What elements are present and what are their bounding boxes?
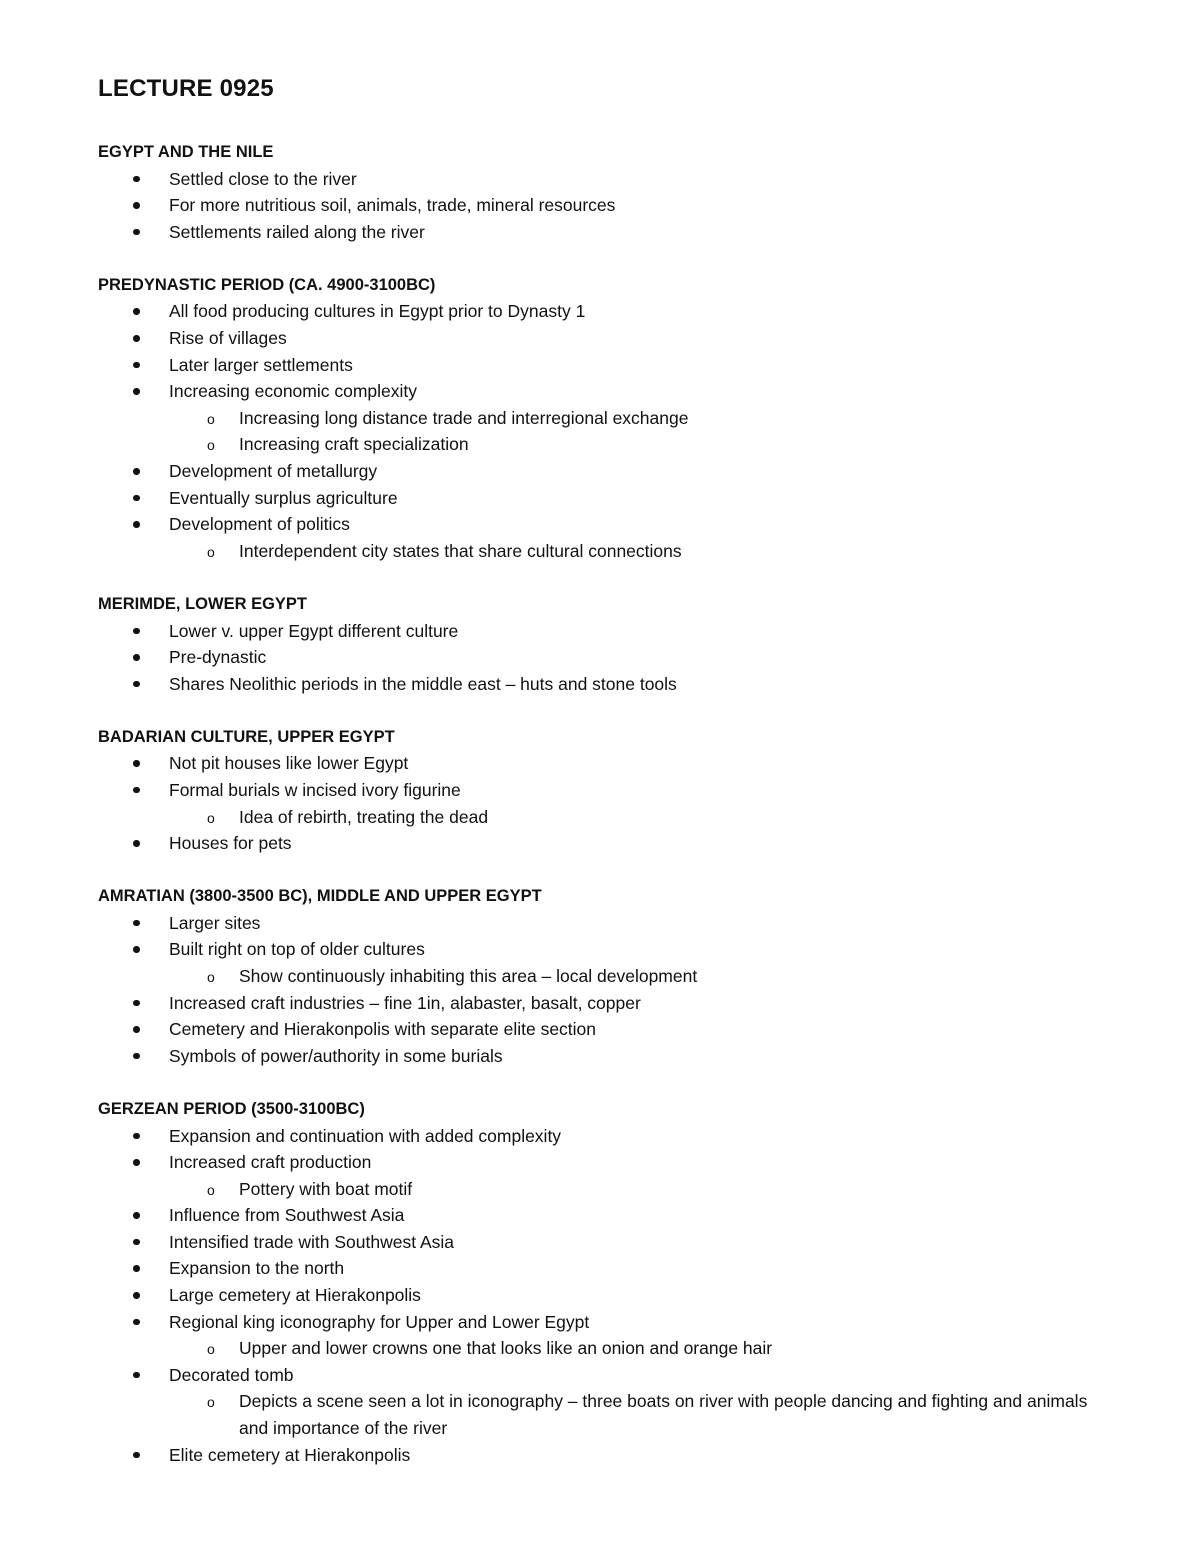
section: [98, 139, 1118, 245]
bullet-list: [98, 910, 1118, 1070]
sub-bullet-marker: o: [207, 543, 215, 560]
bullet-list: [98, 166, 1118, 246]
sub-bullet-marker: o: [207, 1341, 215, 1358]
sub-bullet-item: [98, 431, 1118, 458]
bullet-item: Influence from Southwest Asia: [98, 1202, 1118, 1229]
section: [98, 724, 1118, 857]
bullet-item: Settlements railed along the river: [98, 219, 1118, 246]
page-title: LECTURE 0925: [98, 75, 274, 102]
bullet-item: Decorated tomb: [98, 1362, 1118, 1389]
section-heading: AMRATIAN (3800-3500 BC), MIDDLE AND UPPER EGYPT: [98, 887, 542, 906]
sub-bullet-text: Pottery with boat motif: [239, 1178, 413, 1199]
bullet-item: Development of politics: [98, 511, 1118, 538]
bullet-item: Elite cemetery at Hierakonpolis: [98, 1442, 1118, 1469]
bullet-item: Formal burials w incised ivory figurine: [98, 777, 1118, 804]
sub-bullet-item: [98, 538, 1118, 565]
sub-bullet-item: [98, 405, 1118, 432]
sub-bullet-text: Idea of rebirth, treating the dead: [239, 806, 489, 827]
section: [98, 272, 1118, 565]
bullet-item: Expansion and continuation with added complexity: [98, 1123, 1118, 1150]
bullet-item: Eventually surplus agriculture: [98, 485, 1118, 512]
sub-bullet-text: Increasing craft specialization: [239, 434, 469, 455]
bullet-item: Pre-dynastic: [98, 644, 1118, 671]
bullet-item: Lower v. upper Egypt different culture: [98, 618, 1118, 645]
section-heading: EGYPT AND THE NILE: [98, 143, 274, 161]
sub-bullet-text: Show continuously inhabiting this area – local development: [239, 966, 698, 987]
bullet-item: Built right on top of older cultures: [98, 936, 1118, 963]
section-heading: BADARIAN CULTURE, UPPER EGYPT: [98, 727, 395, 746]
sub-bullet-marker: o: [207, 809, 215, 826]
sub-bullet-item: [98, 1335, 1118, 1362]
bullet-item: Houses for pets: [98, 830, 1118, 857]
section-heading: PREDYNASTIC PERIOD (CA. 4900-3100BC): [98, 275, 436, 294]
bullet-list: [98, 1123, 1118, 1469]
section: [98, 1096, 1118, 1468]
section: [98, 883, 1118, 1069]
bullet-list: [98, 298, 1118, 564]
sub-bullet-text: Interdependent city states that share cultural connections: [239, 540, 682, 561]
bullet-item: Increased craft production: [98, 1149, 1118, 1176]
bullet-item: All food producing cultures in Egypt prior to Dynasty 1: [98, 298, 1118, 325]
bullet-item: Cemetery and Hierakonpolis with separate elite section: [98, 1016, 1118, 1043]
section: [98, 591, 1118, 697]
bullet-item: For more nutritious soil, animals, trade, mineral resources: [98, 192, 1118, 219]
bullet-item: Larger sites: [98, 910, 1118, 937]
bullet-item: Increasing economic complexity: [98, 378, 1118, 405]
bullet-item: Large cemetery at Hierakonpolis: [98, 1282, 1118, 1309]
sub-bullet-item: [98, 804, 1118, 831]
bullet-item: Development of metallurgy: [98, 458, 1118, 485]
sub-bullet-marker: o: [207, 1394, 215, 1411]
bullet-item: Settled close to the river: [98, 166, 1118, 193]
bullet-item: Not pit houses like lower Egypt: [98, 750, 1118, 777]
bullet-item: Increased craft industries – fine 1in, alabaster, basalt, copper: [98, 990, 1118, 1017]
sub-bullet-marker: o: [207, 410, 215, 427]
bullet-item: Rise of villages: [98, 325, 1118, 352]
section-heading: GERZEAN PERIOD (3500-3100BC): [98, 1099, 365, 1118]
bullet-item: Expansion to the north: [98, 1255, 1118, 1282]
bullet-item: Regional king iconography for Upper and Lower Egypt: [98, 1309, 1118, 1336]
bullet-item: Later larger settlements: [98, 352, 1118, 379]
bullet-item: Intensified trade with Southwest Asia: [98, 1229, 1118, 1256]
sub-bullet-item: [98, 963, 1118, 990]
sub-bullet-marker: o: [207, 437, 215, 454]
sub-bullet-item: [98, 1388, 1119, 1441]
document-body: [98, 139, 1118, 1495]
sub-bullet-marker: o: [207, 969, 215, 986]
section-heading: MERIMDE, LOWER EGYPT: [98, 594, 308, 613]
sub-bullet-text: Depicts a scene seen a lot in iconography – three boats on river with people dancing and fighting and animals and importance of the river: [239, 1391, 1088, 1439]
sub-bullet-item: [98, 1176, 1118, 1203]
sub-bullet-text: Increasing long distance trade and interregional exchange: [239, 407, 689, 428]
bullet-item: Symbols of power/authority in some burials: [98, 1043, 1118, 1070]
bullet-list: [98, 618, 1118, 698]
sub-bullet-text: Upper and lower crowns one that looks like an onion and orange hair: [239, 1338, 773, 1359]
sub-bullet-marker: o: [207, 1181, 215, 1198]
bullet-item: Shares Neolithic periods in the middle east – huts and stone tools: [98, 671, 1118, 698]
bullet-list: [98, 750, 1118, 856]
